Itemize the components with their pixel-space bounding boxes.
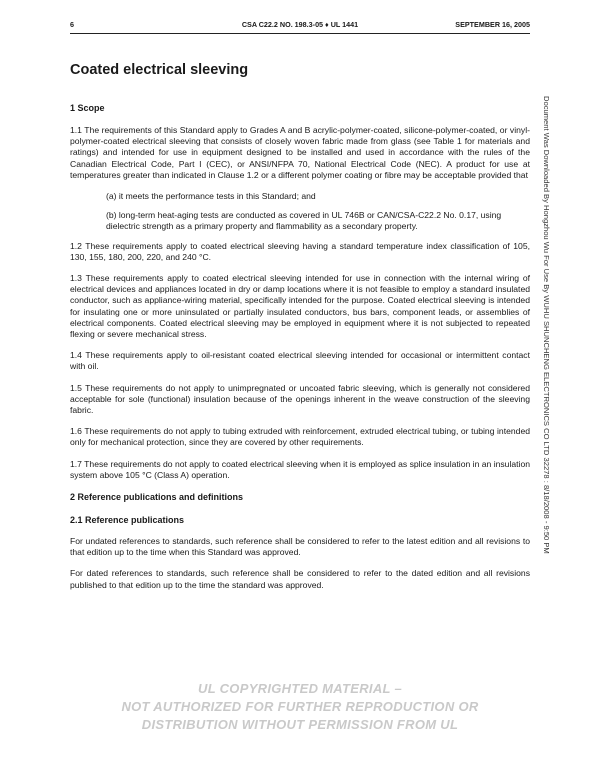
- section-1-heading: 1 Scope: [70, 103, 105, 113]
- header-date: SEPTEMBER 16, 2005: [455, 20, 530, 29]
- watermark-line-2: NOT AUTHORIZED FOR FURTHER REPRODUCTION OR: [121, 699, 479, 714]
- clause-1-1-item-a: (a) it meets the performance tests in this Standard; and: [106, 191, 316, 202]
- watermark-line-1: UL COPYRIGHTED MATERIAL –: [198, 681, 402, 696]
- page-header: [70, 17, 530, 34]
- clause-1-6: 1.6 These requirements do not apply to tubing extruded with reinforcement, extruded electrical tubing, or tubing intended only for mechanical protection, since they are covered by other requirements.: [70, 426, 530, 448]
- document-title: Coated electrical sleeving: [70, 62, 249, 78]
- section-2-heading: 2 Reference publications and definitions: [70, 492, 244, 503]
- page-number: 6: [70, 20, 74, 29]
- undated-references-paragraph: For undated references to standards, such reference shall be considered to refer to the latest edition and all revisions to that edition up to the time when this Standard was approved.: [70, 536, 530, 558]
- download-side-note: [540, 96, 554, 656]
- clause-1-2: 1.2 These requirements apply to coated electrical sleeving having a standard temperature index classification of 105, 130, 155, 180, 200, 220, and 240 °C.: [70, 240, 530, 262]
- clause-1-5: 1.5 These requirements do not apply to unimpregnated or uncoated fabric sleeving, which is generally not considered acceptable for sole (functional) insulation because of the openings inherent in the weave construction of the sleeving fabric.: [70, 382, 530, 416]
- dated-references-paragraph: For dated references to standards, such reference shall be considered to refer to the dated edition and all revisions published to that edition up to the time the standard was approved.: [70, 568, 530, 590]
- standard-designation: CSA C22.2 NO. 198.3-05 ♦ UL 1441: [241, 20, 359, 29]
- section-2-1-heading: 2.1 Reference publications: [70, 515, 185, 526]
- side-note-text: Document Was Downloaded By Hongzhou Wu For Use By WUHU SHUNCHENG ELECTRONICS CO LTD 32278 : 8/18/2008 - 9:50 PM: [542, 96, 551, 554]
- clause-1-1-item-b: (b) long-term heat-aging tests are conducted as covered in UL 746B or CAN/CSA-C22.2 No. 0.17, using dielectric strength as a primary property and flammability as a secondary property.: [106, 210, 502, 232]
- clause-1-3: 1.3 These requirements apply to coated electrical sleeving intended for use in connection with the internal wiring of electrical devices and appliances located in dry or damp locations where it is not feasible to employ a standard insulated conductor, such as appliance-wiring material, specifically intended for the purpose. Coated electrical sleeving is intended for insulating one or more uninsulated or partially insulated conductors, bus bars, component leads, or assemblies of electrical components. Coated electrical sleeving may be employed in equipment where it is not subjected to repeated flexing or severe mechanical stress.: [70, 273, 530, 340]
- clause-1-1: 1.1 The requirements of this Standard apply to Grades A and B acrylic-polymer-coated, silicone-polymer-coated, or vinyl-polymer-coated electrical sleeving that consists of closely woven fabric made from glass (see Table 1 for materials and ratings) and intended for use in equipment designed to be installed and used in accordance with the rules of the Canadian Electrical Code, Part I (CEC), or ANSI/NFPA 70, National Electrical Code (NEC). A product for use at temperatures greater than indicated in Clause 1.2 or a different polymer coating or fibre may be acceptable provided that: [70, 125, 530, 180]
- clause-1-7: 1.7 These requirements do not apply to coated electrical sleeving when it is employed as splice insulation in an insulation system above 105 °C (Class A) operation.: [70, 458, 530, 480]
- document-body: [70, 61, 530, 601]
- copyright-watermark: [0, 680, 600, 734]
- clause-1-4: 1.4 These requirements apply to oil-resistant coated electrical sleeving intended for occasional or intermittent contact with oil.: [70, 350, 530, 372]
- watermark-line-3: DISTRIBUTION WITHOUT PERMISSION FROM UL: [141, 717, 459, 732]
